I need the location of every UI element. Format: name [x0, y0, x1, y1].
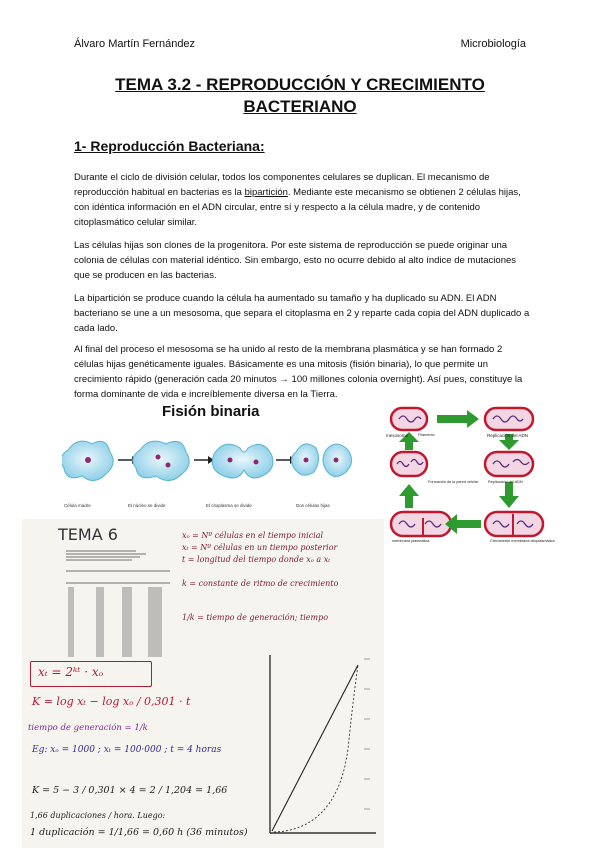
bipartition-term: bipartición: [244, 187, 288, 198]
k-calculation: K = 5 − 3 / 0,301 × 4 = 2 / 1,204 = 1,66: [32, 785, 228, 796]
section-heading: 1- Reproducción Bacteriana:: [74, 138, 265, 154]
log-growth-line: [272, 665, 358, 831]
header-author: Álvaro Martín Fernández: [74, 38, 196, 50]
result-one-duplication: 1 duplicación = 1/1,66 = 0,60 h (36 minutos): [30, 827, 248, 838]
caption-cytoplasm-divides: El citoplasma se divide: [206, 503, 252, 508]
result-duplications: 1,66 duplicaciones / hora. Luego:: [30, 811, 166, 820]
printed-table: [66, 547, 176, 657]
binary-fission-title: Fisión binaria: [162, 403, 260, 420]
label-pared-celular: Formación de la pared celular: [428, 480, 479, 484]
cycle-arrow-down-2: [499, 482, 519, 508]
label-membrana-citoplasmatica: Crecimiento membrana citoplasmática: [490, 539, 555, 543]
def-t: t = longitud del tiempo donde xₒ a xₜ: [182, 555, 331, 564]
def-k: k = constante de ritmo de crecimiento: [182, 579, 339, 588]
notes-tema: TEMA 6: [58, 525, 118, 544]
binary-fission-diagram: [62, 418, 372, 506]
growth-graph: [260, 649, 378, 839]
mother-cell: [62, 441, 113, 480]
paragraph-1: Durante el ciclo de división celular, todos los componentes celulares se duplican. El mecanismo de reproducción habitual en bacterias es la bipartición. Mediante este mecanismo se obtienen 2 células hijas, con idéntica información en el ADN circular, entre sí y respecto a la célula madre, y de contenido citoplasmático celular similar.: [74, 172, 521, 228]
label-membrana-plasmatica: membrana plasmática: [392, 539, 430, 543]
dividing-cytoplasm-cell: [212, 444, 273, 478]
caption-daughter-cells: Dos células hijas: [296, 503, 330, 508]
daughter-cells: [291, 444, 351, 477]
caption-mother-cell: Célula madre: [64, 503, 91, 508]
label-mesosoma: mesosoma: [386, 433, 409, 438]
paragraph-4: Al final del proceso el mesosoma se ha unido al resto de la membrana plasmática y se han formado 2 células hijas genéticamente iguales. Básicamente es una mitosis (fisión binaria), lo que permite un crecimiento rápido (generación cada 20 minutos → 100 millones colonia overnight). Así pues, constituye la forma dominante de vida e increíblemente diversa en la Tierra.: [74, 344, 523, 400]
label-replicacion-1: Replicación del ADN: [487, 433, 529, 438]
cycle-arrow-right: [437, 410, 479, 428]
generation-time: tiempo de generación = 1/k: [28, 723, 148, 733]
dividing-nucleus-cell: [133, 441, 189, 480]
cycle-arrow-left: [445, 514, 481, 534]
growth-formula: xₜ = 2ᵏᵗ · xₒ: [38, 665, 104, 679]
replication-cycle-diagram: [385, 400, 555, 550]
def-x0: xₒ = Nº células en el tiempo inicial: [182, 531, 324, 540]
def-xt: xₜ = Nº células en un tiempo posterior: [182, 543, 338, 552]
paragraph-2: Las células hijas son clones de la progenitora. Por este sistema de reproducción se puede originar una colonia de células con material idéntico. Sin embargo, esto no ocurre debido al alto índice de mutaciones que se producen en las bacterias.: [74, 240, 517, 281]
label-filamento: Filamento: [418, 433, 435, 437]
caption-nucleus-divides: El núcleo se divide: [128, 503, 166, 508]
page-title-line2: BACTERIANO: [243, 97, 357, 116]
example-values: Eg: xₒ = 1000 ; xₜ = 100·000 ; t = 4 horas: [32, 745, 222, 755]
k-formula: K = log xₜ − log xₒ / 0,301 · t: [32, 695, 191, 708]
def-1k: 1/k = tiempo de generación; tiempo: [182, 613, 329, 622]
handwritten-notes-photo: [22, 519, 384, 848]
cycle-arrow-up-1: [399, 484, 419, 508]
page-title-line1: TEMA 3.2 - REPRODUCCIÓN Y CRECIMIENTO: [115, 75, 485, 94]
paragraph-3: La bipartición se produce cuando la célula ha aumentado su tamaño y ha duplicado su ADN. El ADN bacteriano se une a un mesosoma, que separa el citoplasma en 2 y reparte cada copia del ADN duplicado a cada lado.: [74, 293, 530, 334]
header-subject: Microbiología: [460, 38, 526, 50]
label-replicacion-2: Replicación del ADN: [488, 480, 523, 484]
